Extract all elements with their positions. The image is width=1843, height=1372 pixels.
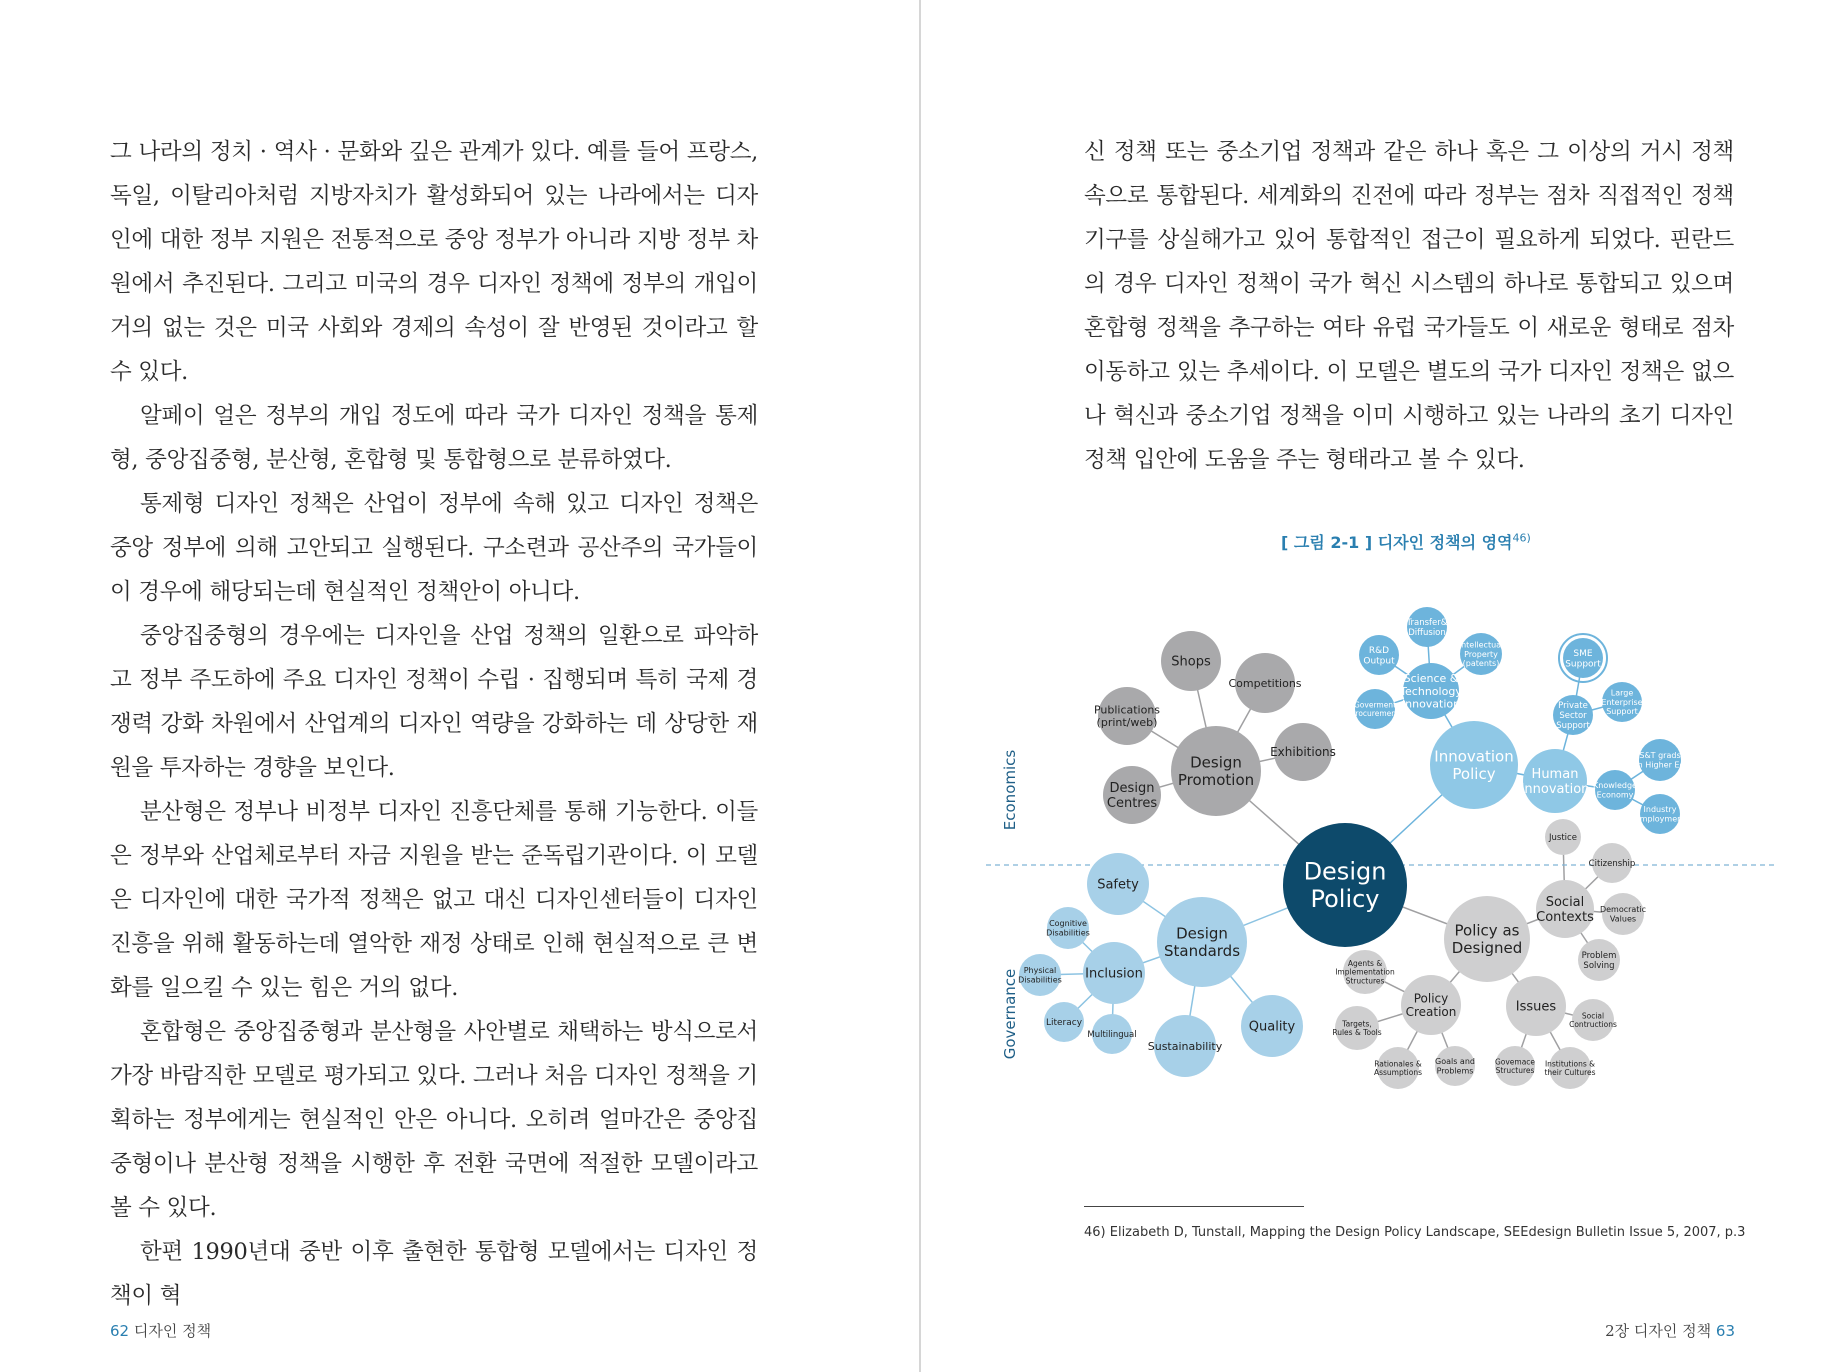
node-rationales [1374,1047,1422,1089]
node-label: Employment [1634,814,1686,824]
right-page [921,0,1843,1372]
axis-label-economics: Economics [1001,749,1019,831]
node-label: Sector [1559,710,1587,721]
node-issues [1506,976,1566,1036]
paragraph: 신 정책 또는 중소기업 정책과 같은 하나 혹은 그 이상의 거시 정책 속으로 통합된다. 세계화의 진전에 따라 정부는 점차 직접적인 정책 기구를 상실해가고 있어 통합적인 접근이 필요하게 되었다. 핀란드의 경우 디자인 정책이 국가 혁신 시스템의 하나로 통합되고 있으며 혼합형 정책을 추구하는 여타 유럽 국가들도 이 새로운 형태로 점차 이동하고 있는 추세이다. 이 모델은 별도의 국가 디자인 정책은 없으나 혁신과 중소기업 정책을 이미 시행하고 있는 나라의 초기 디자인 정책 입안에 도움을 주는 형태라고 볼 수 있다. [1084,139,1734,473]
node-literacy [1044,1002,1084,1042]
node-label: Diffusion [1408,627,1446,638]
node-label: Design [1303,857,1387,886]
node-label: Agents & [1347,959,1383,968]
page-folio [1605,1320,1735,1341]
node-label: Technology [1400,684,1462,698]
node-label: Structures [1345,976,1385,986]
footnote: 46) Elizabeth D, Tunstall, Mapping the Design Policy Landscape, SEEdesign Bulletin Issue 5, 2007, p.3 [1084,1225,1746,1240]
node-label: Support [1606,707,1638,716]
node-label: Policy [1452,764,1496,783]
node-ip [1459,633,1504,675]
node-human-innovation [1521,749,1590,813]
node-label: Design [1190,753,1242,772]
node-large-enterprise [1601,682,1642,722]
node-democratic [1600,893,1646,935]
node-label: Targets, [1342,1019,1372,1029]
node-label: Transfer& [1406,618,1448,629]
node-label: Inclusion [1085,966,1143,982]
figure-caption-text: [ 그림 2-1 ] 디자인 정책의 영역 [1281,533,1513,552]
node-label: their Cultures [1544,1067,1596,1077]
node-label: Policy [1310,885,1380,914]
node-label: Publications [1093,703,1161,717]
node-label: Structures [1495,1065,1535,1075]
node-label: Output [1363,656,1395,667]
node-label: Contexts [1536,910,1594,926]
node-sme [1559,634,1607,682]
node-label: Innovation [1401,697,1461,711]
node-label: Justice [1549,832,1577,843]
node-label: Designed [1451,938,1523,957]
node-label: Social [1581,1011,1605,1021]
node-label: Problem [1581,951,1617,962]
paragraph: 알페이 얼은 정부의 개입 정도에 따라 국가 디자인 정책을 통제형, 중앙집중형, 분산형, 혼합형 및 통합형으로 분류하였다. [110,403,758,473]
page-number: 62 [110,1322,130,1340]
node-justice [1545,819,1581,855]
node-shops [1161,631,1221,691]
node-label: Shops [1171,654,1211,670]
node-label: Safety [1097,877,1139,893]
node-policy-designed [1444,896,1530,982]
node-label: Policy [1413,991,1449,1006]
node-problem-solving [1578,939,1620,981]
node-label: Policy as [1454,921,1520,940]
node-center [1283,823,1407,947]
node-label: Exhibitions [1270,745,1336,760]
node-competitions [1228,653,1301,713]
node-publications [1094,687,1160,745]
left-page [0,0,919,1372]
right-body-text [1084,130,1734,482]
node-label: Literacy [1045,1018,1083,1029]
node-label: Knowledge [1593,781,1637,791]
node-st-grads [1635,739,1684,781]
node-label: Large [1610,688,1634,698]
node-knowledge-economy [1593,770,1637,810]
node-label: Multilingual [1087,1029,1137,1040]
node-label: Quality [1248,1019,1296,1035]
page-folio [110,1320,211,1341]
axis-label-governance: Governance [1001,968,1019,1060]
node-transfer [1406,607,1448,647]
node-label: Institutions & [1544,1059,1596,1069]
node-science-tech [1399,663,1462,719]
node-label: Social [1545,895,1585,911]
node-label: Competitions [1228,676,1302,690]
node-social-contructions [1569,999,1617,1041]
node-label: Economy [1596,790,1634,800]
paragraph: 중앙집중형의 경우에는 디자인을 산업 정책의 일환으로 파악하고 정부 주도하에 주요 디자인 정책이 수립 · 집행되며 특히 국제 경쟁력 강화 차원에서 산업계의 디자인 역량을 강화하는 데 상당한 재원을 투자하는 경향을 보인다. [110,623,758,781]
node-label: Standards [1163,941,1241,960]
node-label: SME [1573,648,1593,659]
node-label: Private [1558,701,1588,712]
node-label: Democratic [1599,905,1647,915]
node-safety [1087,853,1149,915]
footnote-rule [1084,1206,1304,1207]
node-agents [1335,950,1395,994]
node-innovation-policy [1430,721,1518,809]
node-label: Support [1556,720,1590,731]
node-label: Centres [1106,796,1158,812]
left-body-text [110,130,758,1318]
node-exhibitions [1270,723,1336,781]
node-label: Science & [1403,672,1459,686]
node-label: Solving [1583,960,1615,971]
node-industry-employment [1635,794,1686,834]
node-quality [1241,995,1303,1057]
node-sustainability [1148,1015,1223,1077]
node-label: Physical [1023,966,1057,976]
node-design-promotion [1171,726,1261,816]
node-physical [1018,954,1062,996]
running-title: 디자인 정책 [133,1322,212,1340]
node-private-sector [1553,695,1593,735]
node-rd-output [1359,635,1399,675]
node-institutions [1544,1047,1595,1089]
node-policy-creation [1401,975,1461,1035]
node-inclusion [1083,942,1145,1004]
node-label: (patents) [1462,659,1500,668]
node-label: Issues [1515,999,1557,1015]
running-title: 2장 디자인 정책 [1605,1322,1712,1340]
node-label: Values [1609,914,1637,924]
node-label: R&D [1368,645,1390,656]
node-label: Creation [1405,1005,1457,1020]
node-label: Rules & Tools [1332,1027,1382,1037]
node-multilingual [1087,1014,1136,1054]
node-design-standards [1157,897,1247,987]
node-label: Innovation [1434,747,1514,766]
node-label: Sustainability [1147,1039,1223,1053]
node-label: Property [1464,649,1498,659]
paragraph: 그 나라의 정치 · 역사 · 문화와 깊은 관계가 있다. 예를 들어 프랑스, 독일, 이탈리아처럼 지방자치가 활성화되어 있는 나라에서는 디자인에 대한 정부 지원은 전통적으로 중앙 정부가 아니라 지방 정부 차원에서 추진된다. 그리고 미국의 경우 디자인 정책에 정부의 개입이 거의 없는 것은 미국 사회와 경제의 속성이 잘 반영된 것이라고 할 수 있다. [110,139,758,385]
paragraph: 통제형 디자인 정책은 산업이 정부에 속해 있고 디자인 정책은 중앙 정부에 의해 고안되고 실행된다. 구소련과 공산주의 국가들이 이 경우에 해당되는데 현실적인 정책안이 아니다. [110,491,758,605]
node-label: Industry [1643,805,1677,815]
node-label: Rationales & [1374,1059,1422,1069]
node-label: Innovation [1520,782,1590,798]
node-citizenship [1589,843,1636,883]
node-label: Procurement [1351,708,1399,718]
node-gov-procurement [1351,689,1399,729]
node-label: Disabilities [1046,928,1090,938]
node-label: Implementation [1335,967,1395,977]
node-social-contexts [1536,880,1594,938]
node-label: Goals and [1435,1057,1475,1067]
design-policy-diagram [986,575,1776,1175]
node-targets [1332,1006,1381,1050]
node-label: Enterprise [1601,697,1643,707]
node-label: (print/web) [1096,716,1158,730]
page-number: 63 [1715,1322,1735,1340]
node-governance-structures [1495,1046,1535,1086]
node-label: Assumptions [1373,1067,1423,1077]
node-label: Cognitive [1049,919,1087,929]
node-label: Problems [1436,1066,1474,1076]
node-label: Promotion [1177,770,1255,789]
node-label: Goverment [1353,700,1397,710]
node-goals [1435,1046,1475,1086]
node-label: Govemace [1494,1057,1536,1067]
node-label: Human [1531,767,1579,783]
node-label: Support [1565,659,1601,670]
node-label: Intellectual [1458,640,1504,650]
node-label: Contructions [1569,1019,1617,1029]
diagram-nodes [1018,607,1685,1089]
paragraph: 분산형은 정부나 비정부 디자인 진흥단체를 통해 기능한다. 이들은 정부와 산업체로부터 자금 지원을 받는 준독립기관이다. 이 모델은 디자인에 대한 국가적 정책은 없고 대신 디자인센터들이 디자인 진흥을 위해 활동하는데 열악한 재정 상태로 인해 현실적으로 큰 변화를 일으킬 수 있는 힘은 거의 없다. [110,799,758,1001]
node-label: in Higher Ed [1635,760,1685,770]
figure-caption-ref: 46) [1512,531,1531,545]
node-design-centres [1103,766,1161,824]
node-label: Citizenship [1588,858,1636,869]
node-label: Disabilities [1018,975,1062,985]
node-label: Design [1109,781,1155,797]
figure-caption [1281,530,1661,553]
paragraph: 한편 1990년대 중반 이후 출현한 통합형 모델에서는 디자인 정책이 혁 [110,1239,758,1309]
paragraph: 혼합형은 중앙집중형과 분산형을 사안별로 채택하는 방식으로서 가장 바람직한 모델로 평가되고 있다. 그러나 처음 디자인 정책을 기획하는 정부에게는 현실적인 안은 아니다. 오히려 얼마간은 중앙집중형이나 분산형 정책을 시행한 후 전환 국면에 적절한 모델이라고 볼 수 있다. [110,1019,758,1221]
node-label: S&T grads [1639,751,1681,761]
node-label: Design [1176,924,1228,943]
